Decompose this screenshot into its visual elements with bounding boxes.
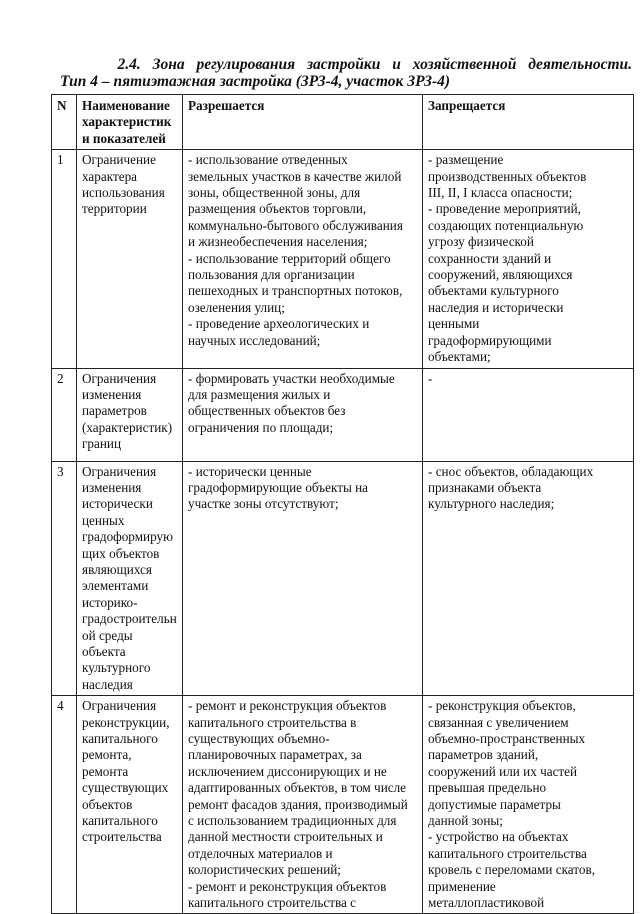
row-name: Ограничение характера использования территории <box>77 150 183 368</box>
header-num: N <box>52 95 77 150</box>
row-forbidden: - снос объектов, обладающих признаками объекта культурного наследия; <box>423 461 634 696</box>
header-name: Наименование характеристик и показателей <box>77 95 183 150</box>
table-row <box>52 461 634 696</box>
row-num: 1 <box>52 150 77 368</box>
row-forbidden: - реконструкция объектов, связанная с увеличением объемно-пространственных параметров зданий, сооружений или их частей превышая предельно допустимые параметры данной зоны; - устройство на объектах капитального строительства кровель с переломами скатов, применение металлопластиковой <box>423 696 634 914</box>
row-num: 4 <box>52 696 77 914</box>
row-forbidden: - размещение производственных объектов III, II, I класса опасности; - проведение мероприятий, создающих потенциальную угрозу физической сохранности зданий и сооружений, являющихся объектами культурного наследия и исторически ценными градоформирующими объектами; <box>423 150 634 368</box>
section-heading-line-2: Тип 4 – пятиэтажная застройка (ЗРЗ-4, участок ЗРЗ-4) <box>60 73 451 90</box>
table-row <box>52 368 634 461</box>
row-name: Ограничения реконструкции, капитального ремонта, ремонта существующих объектов капитального строительства <box>77 696 183 914</box>
table-header-row <box>52 95 634 150</box>
row-allowed: - формировать участки необходимые для размещения жилых и общественных объектов без ограничения по площади; <box>183 368 423 461</box>
row-allowed: - использование отведенных земельных участков в качестве жилой зоны, общественной зоны, для размещения объектов торговли, коммунально-бытового обслуживания и жизнеобеспечения населения; - использование территорий общего пользования для организации пешеходных и транспортных потоков, озеленения улиц; - проведение археологических и научных исследований; <box>183 150 423 368</box>
row-num: 3 <box>52 461 77 696</box>
section-heading <box>58 56 638 90</box>
header-allowed: Разрешается <box>183 95 423 150</box>
row-name: Ограничения изменения параметров (характеристик) границ <box>77 368 183 461</box>
row-allowed: - исторически ценные градоформирующие объекты на участке зоны отсутствуют; <box>183 461 423 696</box>
row-forbidden: - <box>423 368 634 461</box>
header-forbidden: Запрещается <box>423 95 634 150</box>
table-row <box>52 696 634 914</box>
section-heading-line-1: 2.4. Зона регулирования застройки и хозяйственной деятельности. <box>117 56 632 73</box>
zone-regulations-table <box>51 94 634 914</box>
row-name: Ограничения изменения исторически ценных градоформирую щих объектов являющихся элементами историко- градостроительн ой среды объекта культурного наследия <box>77 461 183 696</box>
table-row <box>52 150 634 368</box>
row-allowed: - ремонт и реконструкция объектов капитального строительства в существующих объемно- планировочных параметрах, за исключением диссонирующих и не адаптированных объектов, в том числе ремонт фасадов здания, производимый с использованием традиционных для данной местности строительных и отделочных материалов и колористических решений; - ремонт и реконструкция объектов капитального строительства с <box>183 696 423 914</box>
row-num: 2 <box>52 368 77 461</box>
